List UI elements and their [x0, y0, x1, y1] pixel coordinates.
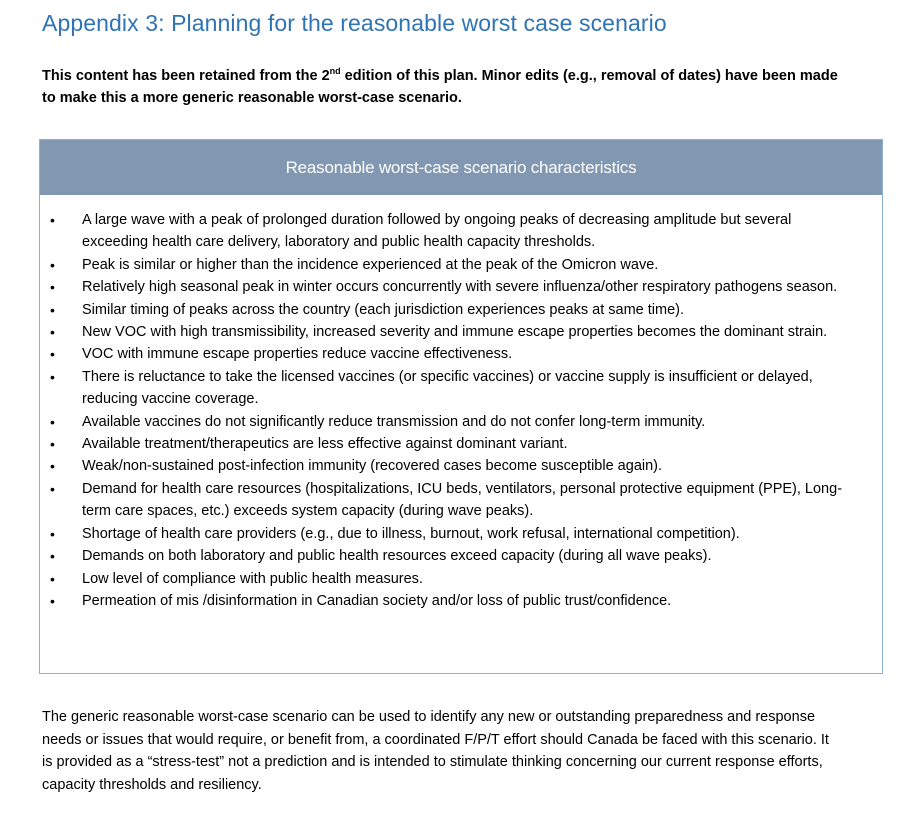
- bullet-icon: •: [50, 548, 55, 565]
- list-item: [40, 590, 882, 612]
- list-item-text: Peak is similar or higher than the incidence experienced at the peak of the Omicron wave.: [82, 256, 659, 273]
- list-item-text: Available treatment/therapeutics are less effective against dominant variant.: [82, 436, 568, 453]
- list-item: [40, 276, 882, 298]
- list-item-text: New VOC with high transmissibility, increased severity and immune escape properties becomes the dominant strain.: [82, 324, 828, 341]
- closing-paragraph: The generic reasonable worst-case scenario can be used to identify any new or outstanding preparedness and response needs or issues that would require, or benefit from, a coordinated F/P/T effort should Canada be faced with this scenario. It is provided as a “stress-test” not a prediction and is intended to stimulate thinking concerning our current response efforts, capacity thresholds and resiliency.: [42, 709, 829, 793]
- list-item: [40, 411, 882, 433]
- list-item-text: Weak/non-sustained post-infection immunity (recovered cases become susceptible again).: [82, 458, 663, 475]
- list-item-text: Low level of compliance with public health measures.: [82, 570, 423, 587]
- list-item-text: There is reluctance to take the licensed vaccines (or specific vaccines) or vaccine supply is insufficient or delayed, reducing vaccine coverage.: [82, 368, 813, 408]
- bullet-icon: •: [50, 413, 55, 430]
- list-item-text: VOC with immune escape properties reduce vaccine effectiveness.: [82, 346, 513, 363]
- list-item-text: Demand for health care resources (hospitalizations, ICU beds, ventilators, personal protective equipment (PPE), Long-term care spaces, etc.) exceeds system capacity (during wave peaks).: [82, 480, 843, 520]
- bullet-icon: •: [50, 480, 55, 497]
- bullet-icon: •: [50, 256, 55, 273]
- bullet-icon: •: [50, 458, 55, 475]
- bullet-icon: •: [50, 570, 55, 587]
- intro-note: [42, 65, 842, 109]
- bullet-icon: •: [50, 301, 55, 318]
- list-item: [40, 299, 882, 321]
- intro-note-superscript: nd: [329, 66, 341, 76]
- bullet-icon: •: [50, 212, 55, 228]
- list-item: [40, 478, 882, 523]
- bullet-icon: •: [50, 436, 55, 453]
- bullet-icon: •: [50, 346, 55, 363]
- intro-note-part1: This content has been retained from the 2: [42, 68, 330, 84]
- list-item: [40, 366, 882, 411]
- list-item-text: A large wave with a peak of prolonged duration followed by ongoing peaks of decreasing amplitude but several exceeding health care delivery, laboratory and public health capacity thresholds.: [82, 212, 792, 251]
- bullet-icon: •: [50, 279, 55, 296]
- list-item: [40, 209, 882, 254]
- list-item-text: Shortage of health care providers (e.g., due to illness, burnout, work refusal, international competition).: [82, 525, 740, 542]
- list-item-text: Relatively high seasonal peak in winter occurs concurrently with severe influenza/other respiratory pathogens season.: [82, 279, 838, 296]
- scenario-box-header: Reasonable worst-case scenario characteristics: [40, 140, 882, 195]
- list-item: [40, 523, 882, 545]
- list-item: [40, 254, 882, 276]
- list-item: [40, 321, 882, 343]
- bullet-icon: •: [50, 525, 55, 542]
- bullet-icon: •: [50, 324, 55, 341]
- bullet-icon: •: [50, 368, 55, 385]
- scenario-characteristics-box: [39, 139, 883, 674]
- list-item-text: Permeation of mis /disinformation in Canadian society and/or loss of public trust/confidence.: [82, 592, 672, 609]
- intro-note-part2: edition of this plan. Minor edits (e.g., removal of dates) have been made to make this a more generic reasonable worst-case scenario.: [42, 68, 838, 106]
- list-item-text: Similar timing of peaks across the country (each jurisdiction experiences peaks at same time).: [82, 301, 685, 318]
- list-item: [40, 545, 882, 567]
- list-item: [40, 433, 882, 455]
- list-item: [40, 455, 882, 477]
- list-item: [40, 568, 882, 590]
- list-item-text: Demands on both laboratory and public health resources exceed capacity (during all wave peaks).: [82, 548, 712, 565]
- list-item: [40, 343, 882, 365]
- scenario-characteristics-list: [40, 195, 882, 612]
- bullet-icon: •: [50, 592, 55, 609]
- page-title: Appendix 3: Planning for the reasonable worst case scenario: [42, 10, 667, 36]
- list-item-text: Available vaccines do not significantly reduce transmission and do not confer long-term immunity.: [82, 413, 706, 430]
